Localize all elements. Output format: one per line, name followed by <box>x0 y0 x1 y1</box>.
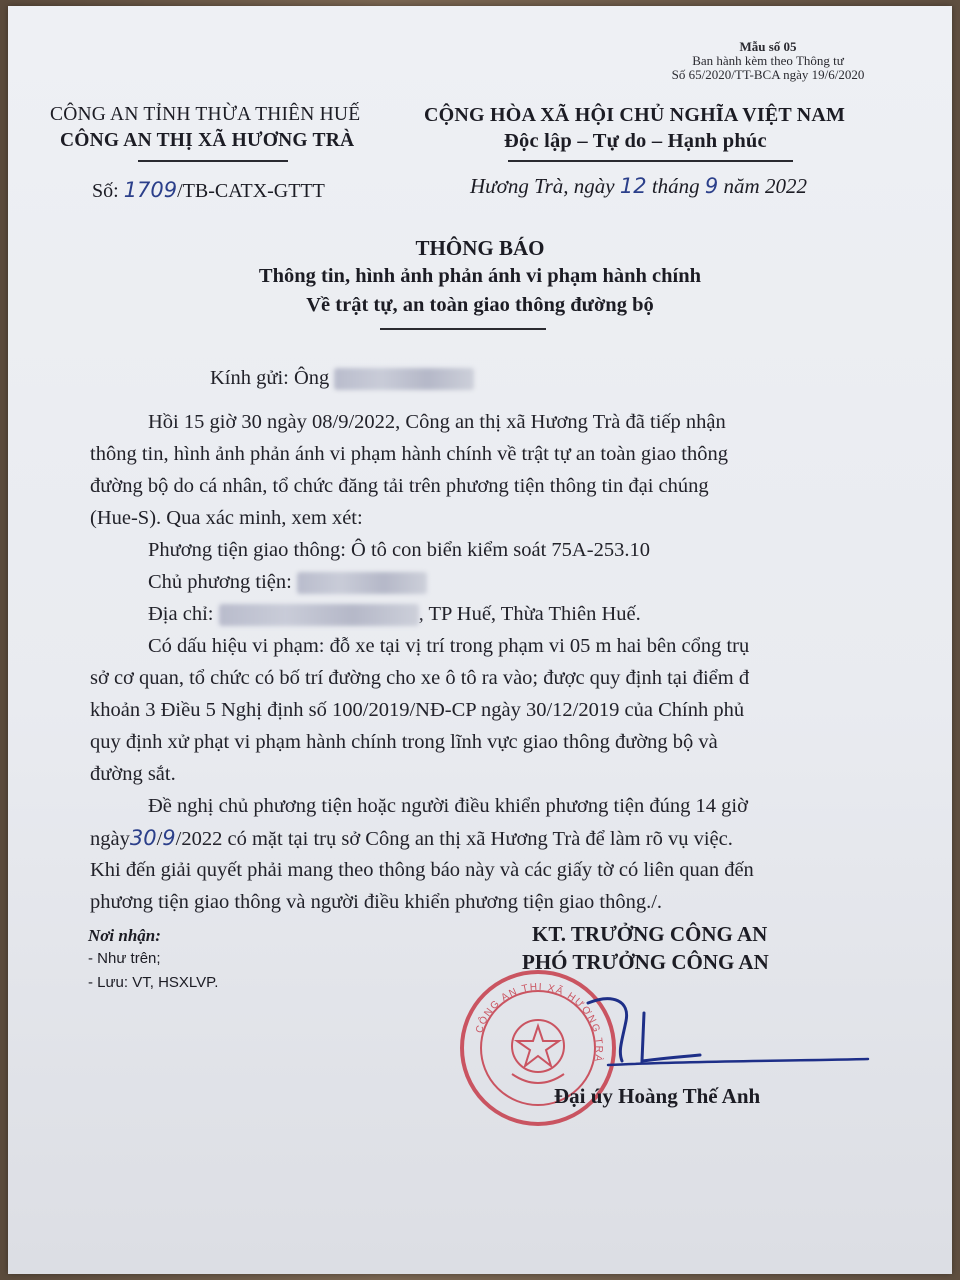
title-underline <box>380 328 546 330</box>
date-place: Hương Trà, ngày <box>470 174 620 198</box>
notice-title: THÔNG BÁO <box>415 236 545 260</box>
recipient-item: - Như trên; <box>88 950 161 967</box>
recipients-label: Nơi nhận: <box>88 926 161 945</box>
redacted-address <box>219 604 419 626</box>
date-month: 9 <box>704 174 719 198</box>
notice-subtitle-1: Thông tin, hình ảnh phản ánh vi phạm hành chính <box>258 265 702 287</box>
address-label: Địa chỉ: <box>148 603 219 625</box>
agency-parent: CÔNG AN TỈNH THỪA THIÊN HUẾ <box>50 104 361 125</box>
recipient-item: - Lưu: VT, HSXLVP. <box>88 974 219 991</box>
redacted-name <box>334 368 474 390</box>
body-line: quy định xử phạt vi phạm hành chính trong lĩnh vực giao thông đường bộ và <box>90 731 718 753</box>
body-line: Hồi 15 giờ 30 ngày 08/9/2022, Công an thị xã Hương Trà đã tiếp nhận <box>148 411 726 433</box>
date-year: năm 2022 <box>718 174 807 198</box>
svg-text:CÔNG AN THỊ XÃ HƯƠNG TRÀ: CÔNG AN THỊ XÃ HƯƠNG TRÀ <box>474 981 605 1064</box>
form-number: Mẫu số 05 <box>739 39 797 54</box>
motto: Độc lập – Tự do – Hạnh phúc <box>504 130 767 152</box>
owner-label: Chủ phương tiện: <box>148 571 297 593</box>
signature-mark <box>568 991 878 1071</box>
date-month-label: tháng <box>646 174 705 198</box>
appointment-rest: /2022 có mặt tại trụ sở Công an thị xã Hương Trà để làm rõ vụ việc. <box>175 828 733 850</box>
date-line <box>470 174 807 199</box>
signer-name: Đại úy Hoàng Thế Anh <box>554 1084 761 1108</box>
document-page <box>8 6 952 1274</box>
notice-subtitle-2: Về trật tự, an toàn giao thông đường bộ <box>306 294 654 316</box>
body-line: Khi đến giải quyết phải mang theo thông báo này và các giấy tờ có liên quan đến <box>90 859 754 881</box>
vehicle-line: Phương tiện giao thông: Ô tô con biển kiểm soát 75A-253.10 <box>148 539 650 561</box>
body-line: khoản 3 Điều 5 Nghị định số 100/2019/NĐ-CP ngày 30/12/2019 của Chính phủ <box>90 699 745 721</box>
number-prefix: Số: <box>92 180 124 202</box>
appointment-month: 9 <box>162 826 176 850</box>
addressee <box>210 362 474 394</box>
appointment-sep: / <box>156 828 163 850</box>
body-line: đường sắt. <box>90 763 176 785</box>
body-line: (Hue-S). Qua xác minh, xem xét: <box>90 507 363 529</box>
date-day: 12 <box>619 174 647 198</box>
form-issued-by: Ban hành kèm theo Thông tư <box>692 53 844 68</box>
agency-underline <box>138 160 288 162</box>
body-line: sở cơ quan, tổ chức có bố trí đường cho xe ô tô ra vào; được quy định tại điểm đ <box>90 667 750 689</box>
appointment-day: 30 <box>129 826 157 850</box>
redacted-owner <box>297 572 427 594</box>
form-circular: Số 65/2020/TT-BCA ngày 19/6/2020 <box>671 67 865 82</box>
country-name: CỘNG HÒA XÃ HỘI CHỦ NGHĨA VIỆT NAM <box>424 104 846 126</box>
form-note <box>648 40 888 82</box>
number-handwritten: 1709 <box>123 178 178 202</box>
number-suffix: /TB-CATX-GTTT <box>177 180 325 202</box>
body-line: Đề nghị chủ phương tiện hoặc người điều khiển phương tiện đúng 14 giờ <box>148 795 748 817</box>
agency-name: CÔNG AN THỊ XÃ HƯƠNG TRÀ <box>60 130 355 151</box>
signature-title-1: KT. TRƯỞNG CÔNG AN <box>532 922 768 946</box>
body-line: Có dấu hiệu vi phạm: đỗ xe tại vị trí trong phạm vi 05 m hai bên cổng trụ <box>148 635 750 657</box>
address-tail: , TP Huế, Thừa Thiên Huế. <box>418 603 641 625</box>
appointment-line <box>90 822 733 855</box>
appointment-day-label: ngày <box>90 828 130 850</box>
motto-underline <box>508 160 793 162</box>
body-line: phương tiện giao thông và người điều khiển phương tiện giao thông./. <box>90 891 663 913</box>
body-line: thông tin, hình ảnh phản ánh vi phạm hành chính về trật tự an toàn giao thông <box>90 443 728 465</box>
body-line: đường bộ do cá nhân, tổ chức đăng tải trên phương tiện thông tin đại chúng <box>90 475 709 497</box>
signature-title-2: PHÓ TRƯỞNG CÔNG AN <box>522 950 769 974</box>
address-line <box>148 598 641 630</box>
addressee-label: Kính gửi: Ông <box>210 367 335 389</box>
document-number <box>92 178 325 203</box>
owner-line <box>148 566 427 598</box>
